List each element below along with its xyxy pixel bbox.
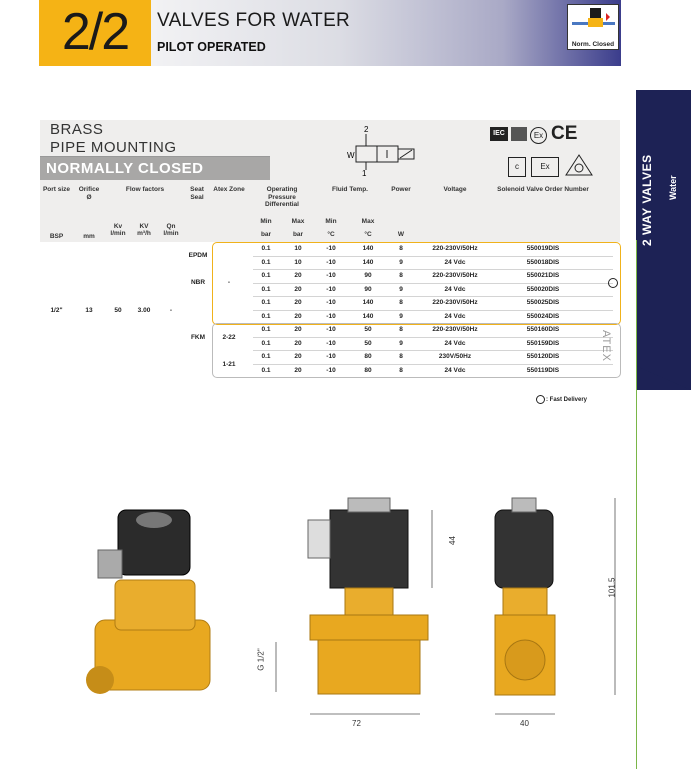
cell-pmax: 10	[294, 245, 302, 252]
cell-kvm3: 3.00	[137, 307, 151, 314]
th-kvm3-unit: m³/h	[137, 230, 151, 237]
cell-pmin: 0.1	[261, 285, 271, 293]
cell-kv: 50	[114, 307, 122, 314]
dim-thread: G 1/2"	[256, 648, 266, 671]
material-label: BRASS	[50, 121, 104, 138]
cell-volt: 220-230V/50Hz	[432, 245, 478, 252]
cell-volt: 230V/50Hz	[438, 353, 472, 360]
cell-pmin: 0.1	[261, 312, 271, 320]
valve-3d-view	[86, 510, 210, 694]
cell-order: 550119DIS	[526, 366, 560, 374]
th-temp: Fluid Temp.	[332, 186, 368, 193]
cell-volt: 24 Vdc	[444, 339, 466, 347]
cell-pmin: 0.1	[261, 353, 271, 360]
cell-power: 8	[399, 299, 403, 306]
cell-order: 550025DIS	[526, 299, 560, 306]
th-flow: Flow factors	[125, 186, 165, 193]
cell-pmin: 0.1	[261, 272, 271, 279]
cell-tmax: 50	[364, 339, 372, 347]
th-pressure: Operating Pressure Differential	[265, 186, 299, 208]
valve-side-view	[495, 498, 615, 714]
legend-fast-delivery: : Fast Delivery	[546, 397, 588, 403]
cell-pmax: 20	[294, 339, 302, 347]
sidebar-arrow	[636, 366, 691, 396]
th-bsp: BSP	[49, 233, 64, 240]
th-orifice-sym: Ø	[86, 194, 92, 201]
cell-tmax: 50	[364, 326, 372, 333]
cell-tmax: 90	[364, 272, 372, 279]
atex-group	[212, 323, 621, 378]
ex-logo: Ex	[530, 127, 547, 144]
cell-tmin: -10	[326, 299, 336, 306]
cell-pmax: 20	[294, 285, 302, 293]
page-subtitle: PILOT OPERATED	[157, 40, 266, 54]
th-atex-zone: Atex Zone	[213, 186, 245, 193]
fast-delivery-clock-icon	[608, 278, 618, 288]
fast-delivery-group	[212, 242, 621, 325]
cell-volt: 24 Vdc	[444, 366, 466, 374]
csa-logo-icon: c	[508, 157, 526, 177]
cell-power: 8	[399, 272, 403, 279]
th-qn-unit: l/min	[163, 230, 179, 237]
cell-tmax: 90	[364, 285, 372, 293]
function-label: NORMALLY CLOSED	[46, 160, 204, 177]
valve-schematic-icon	[344, 124, 424, 180]
th-tmax-unit: °C	[364, 231, 372, 238]
cell-seal-fkm: FKM	[190, 334, 206, 341]
page-title: VALVES FOR WATER	[157, 10, 351, 31]
atex-label: ATEX	[600, 330, 612, 362]
cell-pmax: 20	[294, 312, 302, 320]
cell-tmin: -10	[326, 353, 336, 360]
dim-width: 72	[352, 719, 361, 728]
th-tmin: Min	[325, 218, 337, 225]
cell-order: 550019DIS	[526, 245, 560, 252]
iecex-logo	[511, 127, 527, 141]
ce-logo: CE	[551, 123, 578, 144]
cell-power: 9	[399, 312, 403, 320]
cell-tmin: -10	[326, 285, 336, 293]
cell-pmax: 20	[294, 299, 302, 306]
cell-tmax: 140	[362, 258, 374, 266]
coil-letter: W	[347, 151, 355, 160]
th-pmax: Max	[291, 218, 305, 225]
cell-tmax: 140	[362, 312, 374, 320]
cell-pmax: 20	[294, 366, 302, 374]
cell-power: 9	[399, 339, 403, 347]
dim-coil-height: 44	[447, 536, 457, 545]
th-mm: mm	[83, 233, 95, 240]
cell-pmin: 0.1	[261, 339, 271, 347]
cell-seal-epdm: EPDM	[188, 252, 208, 259]
cell-qn: -	[169, 307, 173, 314]
cell-pmax: 10	[294, 258, 302, 266]
cell-volt: 220-230V/50Hz	[432, 272, 478, 279]
th-power-unit: W	[397, 231, 405, 238]
iec-logo: IEC	[490, 127, 508, 141]
header-code: 2/2	[61, 3, 129, 61]
cell-volt: 220-230V/50Hz	[432, 299, 478, 306]
cell-atex-none: -	[227, 279, 231, 286]
eac-logo-icon: Ex	[531, 157, 559, 177]
cell-volt: 24 Vdc	[444, 312, 466, 320]
cell-pmin: 0.1	[261, 245, 271, 252]
port-top-label: 2	[364, 125, 369, 134]
legend-clock-icon	[536, 395, 545, 404]
cell-tmin: -10	[326, 312, 336, 320]
cell-seal-nbr: NBR	[190, 279, 206, 286]
dim-depth: 40	[520, 719, 529, 728]
cell-tmin: -10	[326, 339, 336, 347]
valve-drawings	[40, 470, 660, 760]
th-kv: Kv	[113, 223, 123, 230]
th-kvm3: KV	[139, 223, 149, 230]
cell-pmax: 20	[294, 353, 302, 360]
th-orifice: Orifice	[78, 186, 100, 193]
th-power: Power	[391, 186, 411, 193]
cell-power: 9	[399, 285, 403, 293]
cell-volt: 24 Vdc	[444, 258, 466, 266]
cell-atex-zone-2: 1-21	[222, 361, 236, 368]
cell-order: 550120DIS	[526, 353, 560, 360]
sidebar-subsection: Water	[668, 175, 678, 200]
norm-closed-badge	[567, 4, 619, 50]
cell-volt: 24 Vdc	[444, 285, 466, 293]
th-seat-seal: Seat Seal	[190, 186, 204, 201]
cell-pmin: 0.1	[261, 326, 271, 333]
cell-tmax: 140	[362, 299, 374, 306]
cell-tmax: 80	[364, 366, 372, 374]
cell-order: 550160DIS	[526, 326, 560, 333]
th-kv-unit: l/min	[110, 230, 126, 237]
valve-symbol-icon	[568, 5, 618, 39]
cell-pmax: 20	[294, 326, 302, 333]
cell-power: 8	[399, 326, 403, 333]
cell-tmin: -10	[326, 272, 336, 279]
cell-tmin: -10	[326, 326, 336, 333]
cell-order: 550159DIS	[526, 339, 560, 347]
th-pmax-unit: bar	[292, 231, 304, 238]
th-order: Solenoid Valve Order Number	[497, 186, 589, 193]
cell-orifice: 13	[85, 307, 93, 314]
cell-power: 8	[399, 353, 403, 360]
cell-order: 550020DIS	[526, 285, 560, 293]
cell-order: 550021DIS	[526, 272, 560, 279]
cell-tmax: 140	[362, 245, 374, 252]
cell-pmax: 20	[294, 272, 302, 279]
norm-closed-label: Norm. Closed	[571, 41, 615, 48]
cell-port: 1/2"	[50, 307, 63, 314]
cell-order: 550018DIS	[526, 258, 560, 266]
cell-pmin: 0.1	[261, 366, 271, 374]
sidebar-section: 2 WAY VALVES	[640, 154, 654, 246]
cell-atex-zone-1: 2-22	[222, 334, 236, 341]
th-tmin-unit: °C	[327, 231, 335, 238]
mounting-label: PIPE MOUNTING	[50, 139, 177, 156]
cell-tmax: 80	[364, 353, 372, 360]
cell-pmin: 0.1	[261, 258, 271, 266]
cell-tmin: -10	[326, 245, 336, 252]
th-pmin-unit: bar	[260, 231, 272, 238]
cell-pmin: 0.1	[261, 299, 271, 306]
th-tmax: Max	[361, 218, 375, 225]
cell-order: 550024DIS	[526, 312, 560, 320]
th-qn: Qn	[166, 223, 176, 230]
cell-power: 9	[399, 258, 403, 266]
cell-tmin: -10	[326, 258, 336, 266]
port-bottom-label: 1	[362, 169, 367, 178]
th-port-size: Port size	[42, 186, 71, 193]
de-mark-icon	[565, 154, 593, 176]
valve-front-view	[276, 498, 432, 714]
dim-total-height: 101.5	[607, 577, 617, 598]
cell-power: 8	[399, 245, 403, 252]
th-voltage: Voltage	[443, 186, 467, 193]
cell-tmin: -10	[326, 366, 336, 374]
cell-volt: 220-230V/50Hz	[432, 326, 478, 333]
cell-power: 8	[399, 366, 403, 374]
th-pmin: Min	[260, 218, 272, 225]
